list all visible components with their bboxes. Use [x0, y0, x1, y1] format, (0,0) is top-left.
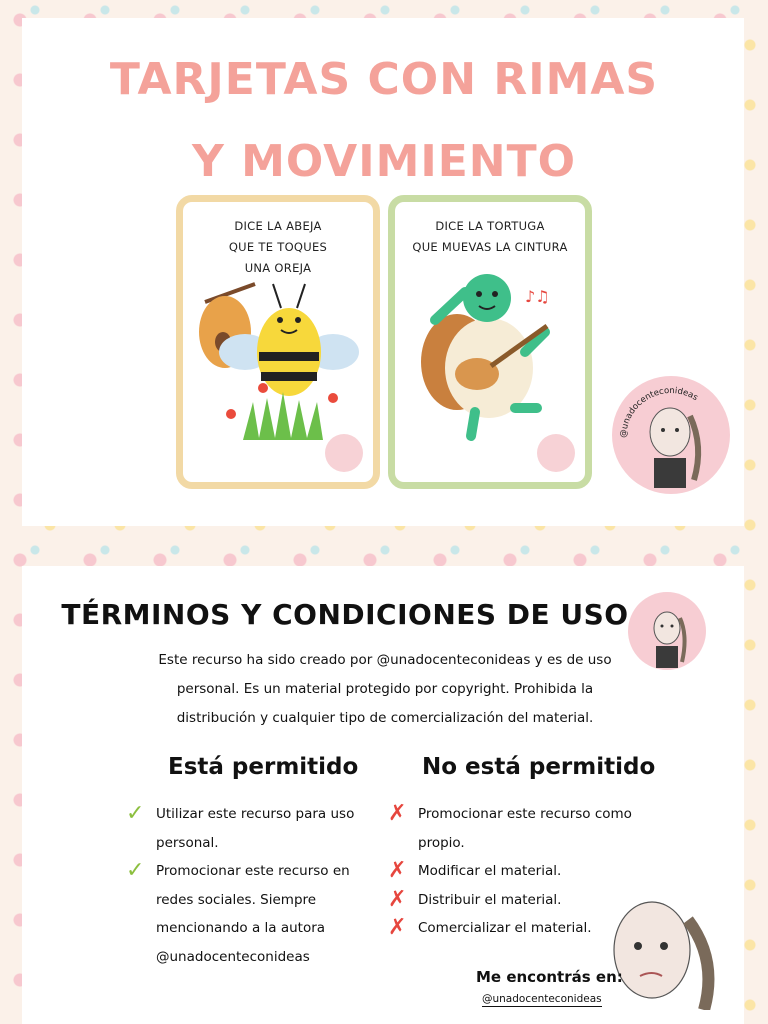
terms-paragraph: Este recurso ha sido creado por @unadocenteconideas y es de uso personal. Es un material protegido por copyright. Prohibida la distribución y cualquier tipo de comercialización del material.: [158, 652, 612, 726]
social-handle-link[interactable]: @unadocenteconideas: [482, 993, 602, 1005]
list-item: [126, 857, 366, 971]
terms-title: TÉRMINOS Y CONDICIONES DE USO: [61, 598, 629, 631]
check-icon: ✓: [126, 801, 145, 826]
turtle-leg-left: [471, 412, 475, 436]
not-allowed-item-text: Distribuir el material.: [418, 891, 562, 908]
brand-logo-text: @unadocenteconideas: [618, 385, 700, 439]
portrait-body: [656, 646, 678, 668]
flower-2: [328, 393, 338, 403]
find-me-label: Me encontrás en:: [476, 968, 623, 986]
portrait-eye-right: [675, 428, 679, 432]
portrait-hair: [690, 416, 698, 480]
portrait-face: [650, 408, 690, 456]
cross-icon: ✗: [388, 801, 407, 826]
brand-logo: [612, 376, 730, 494]
bee-card: [176, 195, 380, 489]
portrait-eye-left: [661, 625, 664, 628]
bee-antenna-left: [273, 284, 281, 308]
author-portrait-illustration: [600, 890, 730, 1010]
list-item: [126, 800, 366, 857]
portrait-hair: [688, 920, 708, 1010]
bee-antenna-right: [297, 284, 305, 308]
portrait-face: [654, 612, 680, 644]
bee-card-line: UNA OREJA: [244, 261, 312, 275]
not-allowed-title: No está permitido: [422, 754, 656, 780]
flower-3: [258, 383, 268, 393]
card-logo-badge: [537, 434, 575, 472]
bee-card-line: DICE LA ABEJA: [234, 219, 322, 233]
not-allowed-item-text: Modificar el material.: [418, 863, 562, 879]
bee-eye-right: [295, 317, 301, 323]
bee-card-line: QUE TE TOQUES: [228, 240, 328, 254]
flower-1: [226, 409, 236, 419]
bee-card-text: [183, 216, 373, 279]
allowed-title: Está permitido: [168, 754, 359, 780]
turtle-eye-left: [476, 291, 482, 297]
portrait-body: [654, 458, 686, 488]
portrait-eye-left: [634, 942, 642, 950]
cover-title-line1: TARJETAS CON RIMAS: [109, 54, 659, 105]
brand-portrait-illustration: [612, 376, 730, 494]
cover-title-line2: Y MOVIMIENTO: [191, 136, 577, 187]
portrait-hair: [680, 618, 685, 662]
card-logo-badge: [325, 434, 363, 472]
portrait-face: [614, 902, 690, 998]
portrait-eye-left: [661, 428, 665, 432]
turtle-eye-right: [492, 291, 498, 297]
bee-stripe-1: [259, 352, 319, 361]
list-item: [388, 800, 648, 857]
bee-stripe-2: [261, 372, 317, 381]
portrait-eye-right: [660, 942, 668, 950]
grass-shape: [243, 392, 323, 440]
turtle-card-line: DICE LA TORTUGA: [435, 219, 545, 233]
cross-icon: ✗: [388, 858, 407, 883]
cross-icon: ✗: [388, 886, 407, 912]
bee-eye-left: [277, 317, 283, 323]
not-allowed-item-text: Promocionar este recurso como propio.: [418, 806, 632, 851]
allowed-item-text: Promocionar este recurso en redes sociales. Siempre mencionando a la autora @unadocenteconideas: [156, 863, 350, 965]
list-item: [388, 857, 648, 886]
turtle-card-text: [395, 216, 585, 258]
turtle-head: [463, 274, 511, 322]
brand-logo-small: [628, 592, 706, 670]
check-icon: ✓: [126, 858, 145, 883]
not-allowed-item-text: Comercializar el material.: [418, 920, 592, 936]
cross-icon: ✗: [388, 915, 407, 940]
brand-portrait-illustration: [628, 592, 706, 670]
allowed-list: [126, 800, 366, 971]
allowed-item-text: Utilizar este recurso para uso personal.: [156, 806, 355, 851]
turtle-card-line: QUE MUEVAS LA CINTURA: [412, 240, 568, 254]
turtle-card: [388, 195, 592, 489]
portrait-eye-right: [671, 625, 674, 628]
music-notes-icon: ♪♫: [525, 287, 550, 306]
